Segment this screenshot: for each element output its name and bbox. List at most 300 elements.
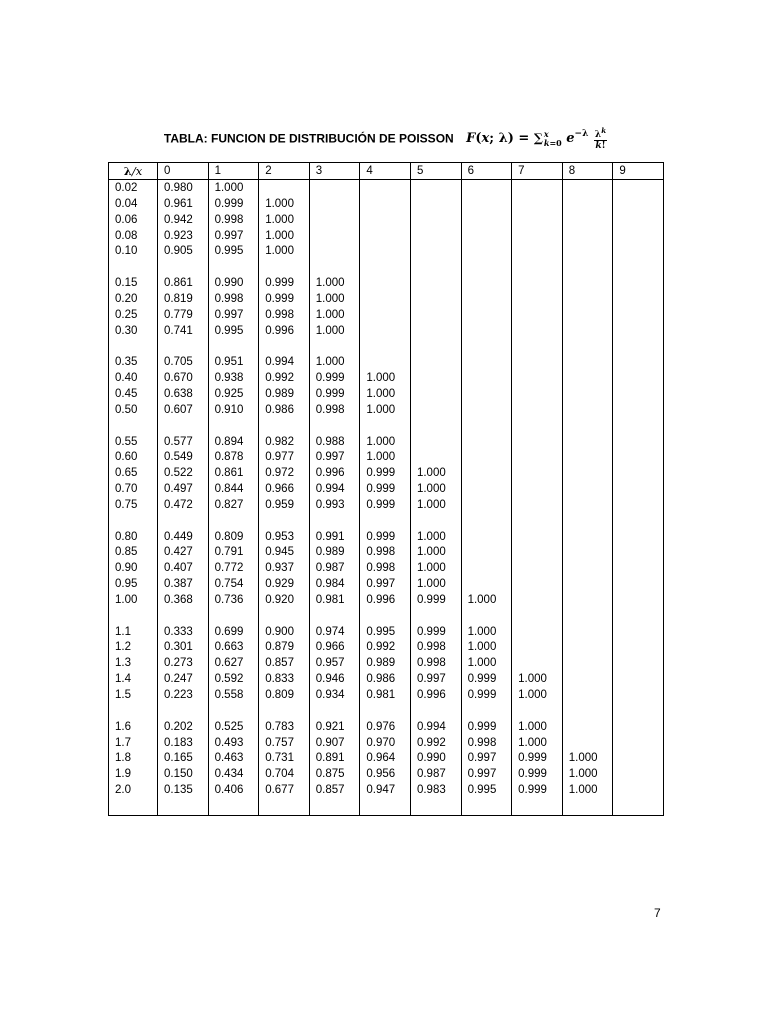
value-cell: 0.223 bbox=[158, 688, 209, 704]
value-cell: 1.000 bbox=[259, 229, 310, 245]
value-cell bbox=[512, 371, 563, 387]
value-cell: 0.995 bbox=[208, 244, 259, 260]
table-title: TABLA: FUNCION DE DISTRIBUCIÓN DE POISSON bbox=[163, 131, 454, 146]
value-cell: 0.945 bbox=[259, 545, 310, 561]
value-cell: 0.757 bbox=[259, 736, 310, 752]
lambda-cell: 0.70 bbox=[109, 482, 158, 498]
value-cell: 0.472 bbox=[158, 498, 209, 514]
spacer-cell bbox=[158, 419, 209, 435]
value-cell: 0.819 bbox=[158, 292, 209, 308]
column-header: 6 bbox=[461, 163, 512, 180]
value-cell: 1.000 bbox=[461, 656, 512, 672]
lambda-cell: 0.40 bbox=[109, 371, 158, 387]
value-cell bbox=[461, 466, 512, 482]
page-number: 7 bbox=[654, 906, 661, 920]
value-cell: 1.000 bbox=[309, 355, 360, 371]
value-cell bbox=[410, 308, 461, 324]
table-row bbox=[109, 672, 664, 688]
value-cell bbox=[461, 530, 512, 546]
value-cell bbox=[410, 197, 461, 213]
value-cell: 1.000 bbox=[562, 767, 613, 783]
value-cell bbox=[613, 229, 664, 245]
value-cell bbox=[512, 355, 563, 371]
value-cell: 0.998 bbox=[360, 545, 411, 561]
value-cell bbox=[461, 197, 512, 213]
value-cell: 0.434 bbox=[208, 767, 259, 783]
spacer-cell bbox=[309, 419, 360, 435]
spacer-cell bbox=[360, 609, 411, 625]
lambda-cell: 0.30 bbox=[109, 324, 158, 340]
table-row bbox=[109, 545, 664, 561]
value-cell: 0.921 bbox=[309, 720, 360, 736]
value-cell: 1.000 bbox=[410, 482, 461, 498]
value-cell bbox=[562, 213, 613, 229]
lambda-cell: 0.02 bbox=[109, 180, 158, 197]
value-cell: 0.406 bbox=[208, 783, 259, 799]
spacer-cell bbox=[562, 419, 613, 435]
table-row bbox=[109, 308, 664, 324]
value-cell bbox=[410, 180, 461, 197]
spacer-cell bbox=[360, 799, 411, 816]
table-row bbox=[109, 466, 664, 482]
value-cell bbox=[613, 355, 664, 371]
table-row bbox=[109, 387, 664, 403]
spacer-cell bbox=[410, 339, 461, 355]
value-cell: 1.000 bbox=[360, 450, 411, 466]
value-cell bbox=[613, 308, 664, 324]
spacer-row bbox=[109, 514, 664, 530]
value-cell bbox=[613, 292, 664, 308]
value-cell bbox=[613, 403, 664, 419]
value-cell: 0.894 bbox=[208, 435, 259, 451]
value-cell: 0.999 bbox=[461, 688, 512, 704]
lambda-cell: 1.3 bbox=[109, 656, 158, 672]
value-cell bbox=[613, 672, 664, 688]
value-cell: 0.974 bbox=[309, 625, 360, 641]
value-cell bbox=[613, 720, 664, 736]
lambda-cell: 0.60 bbox=[109, 450, 158, 466]
value-cell bbox=[410, 371, 461, 387]
value-cell: 0.996 bbox=[309, 466, 360, 482]
value-cell: 1.000 bbox=[309, 324, 360, 340]
table-body bbox=[109, 180, 664, 816]
table-row bbox=[109, 450, 664, 466]
value-cell: 0.677 bbox=[259, 783, 310, 799]
value-cell: 0.946 bbox=[309, 672, 360, 688]
spacer-cell bbox=[512, 514, 563, 530]
table-row bbox=[109, 783, 664, 799]
spacer-cell bbox=[309, 339, 360, 355]
value-cell bbox=[512, 466, 563, 482]
value-cell: 0.809 bbox=[208, 530, 259, 546]
value-cell bbox=[613, 435, 664, 451]
value-cell bbox=[613, 530, 664, 546]
value-cell: 1.000 bbox=[410, 530, 461, 546]
spacer-cell bbox=[410, 260, 461, 276]
value-cell: 0.994 bbox=[410, 720, 461, 736]
value-cell bbox=[613, 688, 664, 704]
spacer-cell bbox=[158, 514, 209, 530]
spacer-cell bbox=[309, 514, 360, 530]
value-cell: 0.809 bbox=[259, 688, 310, 704]
value-cell: 1.000 bbox=[309, 308, 360, 324]
spacer-cell bbox=[461, 704, 512, 720]
value-cell: 0.891 bbox=[309, 751, 360, 767]
value-cell: 0.998 bbox=[259, 308, 310, 324]
value-cell bbox=[562, 308, 613, 324]
table-bottom-row bbox=[109, 799, 664, 816]
lambda-cell: 0.75 bbox=[109, 498, 158, 514]
value-cell: 0.731 bbox=[259, 751, 310, 767]
value-cell: 0.923 bbox=[158, 229, 209, 245]
value-cell bbox=[562, 688, 613, 704]
value-cell: 0.999 bbox=[410, 625, 461, 641]
value-cell bbox=[562, 482, 613, 498]
value-cell: 0.992 bbox=[360, 640, 411, 656]
spacer-cell bbox=[360, 339, 411, 355]
value-cell bbox=[461, 482, 512, 498]
value-cell bbox=[562, 736, 613, 752]
value-cell: 0.791 bbox=[208, 545, 259, 561]
value-cell: 0.333 bbox=[158, 625, 209, 641]
value-cell: 0.999 bbox=[360, 466, 411, 482]
table-row bbox=[109, 530, 664, 546]
spacer-cell bbox=[360, 260, 411, 276]
value-cell: 1.000 bbox=[410, 466, 461, 482]
value-cell bbox=[461, 577, 512, 593]
value-cell bbox=[360, 244, 411, 260]
value-cell: 1.000 bbox=[410, 577, 461, 593]
value-cell: 0.592 bbox=[208, 672, 259, 688]
value-cell bbox=[360, 213, 411, 229]
value-cell bbox=[410, 213, 461, 229]
value-cell bbox=[562, 640, 613, 656]
value-cell: 0.997 bbox=[208, 229, 259, 245]
value-cell bbox=[461, 180, 512, 197]
value-cell: 0.741 bbox=[158, 324, 209, 340]
value-cell bbox=[461, 244, 512, 260]
value-cell: 0.992 bbox=[259, 371, 310, 387]
table-row bbox=[109, 292, 664, 308]
value-cell: 0.988 bbox=[309, 435, 360, 451]
column-header: 7 bbox=[512, 163, 563, 180]
value-cell: 0.999 bbox=[309, 371, 360, 387]
value-cell: 0.301 bbox=[158, 640, 209, 656]
spacer-cell bbox=[109, 799, 158, 816]
value-cell bbox=[512, 482, 563, 498]
value-cell: 1.000 bbox=[461, 593, 512, 609]
value-cell: 0.986 bbox=[360, 672, 411, 688]
value-cell: 1.000 bbox=[208, 180, 259, 197]
spacer-cell bbox=[410, 704, 461, 720]
value-cell: 0.670 bbox=[158, 371, 209, 387]
lambda-cell: 0.85 bbox=[109, 545, 158, 561]
value-cell bbox=[512, 577, 563, 593]
value-cell: 1.000 bbox=[410, 498, 461, 514]
lambda-cell: 1.6 bbox=[109, 720, 158, 736]
value-cell bbox=[461, 276, 512, 292]
spacer-cell bbox=[309, 260, 360, 276]
value-cell bbox=[360, 355, 411, 371]
value-cell: 0.247 bbox=[158, 672, 209, 688]
value-cell: 0.704 bbox=[259, 767, 310, 783]
value-cell bbox=[613, 783, 664, 799]
spacer-cell bbox=[208, 514, 259, 530]
value-cell: 0.607 bbox=[158, 403, 209, 419]
value-cell: 0.993 bbox=[309, 498, 360, 514]
spacer-cell bbox=[208, 339, 259, 355]
value-cell: 0.638 bbox=[158, 387, 209, 403]
value-cell bbox=[512, 545, 563, 561]
value-cell: 1.000 bbox=[410, 561, 461, 577]
lambda-cell: 2.0 bbox=[109, 783, 158, 799]
value-cell: 0.577 bbox=[158, 435, 209, 451]
value-cell bbox=[562, 244, 613, 260]
value-cell: 0.999 bbox=[512, 767, 563, 783]
value-cell: 0.998 bbox=[410, 640, 461, 656]
value-cell: 0.827 bbox=[208, 498, 259, 514]
value-cell: 0.957 bbox=[309, 656, 360, 672]
value-cell: 0.999 bbox=[461, 720, 512, 736]
table-row bbox=[109, 213, 664, 229]
value-cell: 1.000 bbox=[360, 387, 411, 403]
table-row bbox=[109, 371, 664, 387]
value-cell bbox=[613, 276, 664, 292]
value-cell: 0.999 bbox=[208, 197, 259, 213]
lambda-cell: 0.65 bbox=[109, 466, 158, 482]
value-cell bbox=[461, 324, 512, 340]
table-row bbox=[109, 640, 664, 656]
value-cell: 0.942 bbox=[158, 213, 209, 229]
value-cell bbox=[360, 180, 411, 197]
value-cell: 0.997 bbox=[461, 767, 512, 783]
spacer-cell bbox=[259, 339, 310, 355]
value-cell: 0.427 bbox=[158, 545, 209, 561]
value-cell bbox=[360, 276, 411, 292]
value-cell bbox=[360, 229, 411, 245]
spacer-cell bbox=[410, 419, 461, 435]
value-cell: 0.956 bbox=[360, 767, 411, 783]
value-cell: 0.999 bbox=[259, 292, 310, 308]
value-cell bbox=[613, 577, 664, 593]
spacer-cell bbox=[562, 704, 613, 720]
value-cell bbox=[562, 450, 613, 466]
lambda-cell: 0.20 bbox=[109, 292, 158, 308]
spacer-cell bbox=[259, 260, 310, 276]
value-cell bbox=[512, 276, 563, 292]
value-cell: 0.977 bbox=[259, 450, 310, 466]
value-cell: 0.995 bbox=[208, 324, 259, 340]
lambda-cell: 0.15 bbox=[109, 276, 158, 292]
lambda-cell: 0.04 bbox=[109, 197, 158, 213]
value-cell bbox=[309, 244, 360, 260]
value-cell bbox=[562, 577, 613, 593]
spacer-cell bbox=[512, 260, 563, 276]
table-row bbox=[109, 593, 664, 609]
spacer-cell bbox=[613, 514, 664, 530]
value-cell: 1.000 bbox=[461, 640, 512, 656]
value-cell: 0.998 bbox=[208, 292, 259, 308]
value-cell bbox=[613, 387, 664, 403]
value-cell: 0.999 bbox=[410, 593, 461, 609]
spacer-cell bbox=[613, 260, 664, 276]
value-cell: 0.991 bbox=[309, 530, 360, 546]
value-cell: 0.938 bbox=[208, 371, 259, 387]
spacer-cell bbox=[512, 609, 563, 625]
spacer-cell bbox=[562, 799, 613, 816]
column-header: 9 bbox=[613, 163, 664, 180]
value-cell bbox=[613, 324, 664, 340]
spacer-cell bbox=[512, 419, 563, 435]
value-cell: 0.951 bbox=[208, 355, 259, 371]
spacer-cell bbox=[512, 799, 563, 816]
value-cell bbox=[562, 403, 613, 419]
value-cell bbox=[512, 387, 563, 403]
value-cell bbox=[613, 561, 664, 577]
spacer-cell bbox=[158, 609, 209, 625]
lambda-cell: 0.50 bbox=[109, 403, 158, 419]
value-cell bbox=[410, 292, 461, 308]
value-cell: 0.522 bbox=[158, 466, 209, 482]
value-cell: 0.989 bbox=[259, 387, 310, 403]
value-cell: 0.627 bbox=[208, 656, 259, 672]
lambda-cell: 0.06 bbox=[109, 213, 158, 229]
value-cell: 0.983 bbox=[410, 783, 461, 799]
value-cell bbox=[410, 229, 461, 245]
value-cell bbox=[461, 403, 512, 419]
value-cell: 0.929 bbox=[259, 577, 310, 593]
value-cell: 0.987 bbox=[309, 561, 360, 577]
value-cell: 0.998 bbox=[360, 561, 411, 577]
spacer-cell bbox=[613, 799, 664, 816]
value-cell: 0.999 bbox=[461, 672, 512, 688]
value-cell bbox=[562, 561, 613, 577]
value-cell bbox=[613, 482, 664, 498]
value-cell: 0.996 bbox=[360, 593, 411, 609]
lambda-cell: 0.10 bbox=[109, 244, 158, 260]
value-cell: 0.997 bbox=[208, 308, 259, 324]
spacer-cell bbox=[109, 419, 158, 435]
lambda-cell: 1.1 bbox=[109, 625, 158, 641]
spacer-cell bbox=[613, 609, 664, 625]
value-cell: 1.000 bbox=[461, 625, 512, 641]
lambda-cell: 0.08 bbox=[109, 229, 158, 245]
value-cell: 0.497 bbox=[158, 482, 209, 498]
value-cell: 0.857 bbox=[309, 783, 360, 799]
value-cell: 1.000 bbox=[309, 276, 360, 292]
value-cell: 1.000 bbox=[360, 435, 411, 451]
value-cell: 0.999 bbox=[360, 498, 411, 514]
value-cell bbox=[461, 371, 512, 387]
spacer-cell bbox=[562, 260, 613, 276]
value-cell: 0.995 bbox=[461, 783, 512, 799]
lambda-cell: 1.00 bbox=[109, 593, 158, 609]
table-row bbox=[109, 625, 664, 641]
table-row bbox=[109, 355, 664, 371]
value-cell: 0.549 bbox=[158, 450, 209, 466]
value-cell bbox=[562, 180, 613, 197]
value-cell bbox=[613, 197, 664, 213]
poisson-table bbox=[108, 162, 664, 816]
value-cell: 0.982 bbox=[259, 435, 310, 451]
lambda-cell: 0.55 bbox=[109, 435, 158, 451]
value-cell bbox=[512, 197, 563, 213]
lambda-x-header: λ/x bbox=[109, 163, 158, 180]
spacer-cell bbox=[158, 260, 209, 276]
value-cell bbox=[613, 213, 664, 229]
value-cell bbox=[562, 625, 613, 641]
value-cell: 0.999 bbox=[512, 751, 563, 767]
value-cell bbox=[461, 308, 512, 324]
value-cell: 0.999 bbox=[360, 482, 411, 498]
table-row bbox=[109, 180, 664, 197]
page-title bbox=[108, 126, 663, 162]
value-cell: 0.990 bbox=[208, 276, 259, 292]
value-cell: 0.525 bbox=[208, 720, 259, 736]
value-cell bbox=[410, 276, 461, 292]
spacer-cell bbox=[360, 704, 411, 720]
table-row bbox=[109, 403, 664, 419]
value-cell: 0.558 bbox=[208, 688, 259, 704]
value-cell bbox=[309, 180, 360, 197]
spacer-cell bbox=[259, 609, 310, 625]
spacer-cell bbox=[109, 609, 158, 625]
value-cell: 0.961 bbox=[158, 197, 209, 213]
value-cell: 0.844 bbox=[208, 482, 259, 498]
lambda-cell: 0.45 bbox=[109, 387, 158, 403]
value-cell bbox=[259, 180, 310, 197]
column-header: 3 bbox=[309, 163, 360, 180]
value-cell: 0.998 bbox=[410, 656, 461, 672]
value-cell bbox=[613, 625, 664, 641]
value-cell: 0.910 bbox=[208, 403, 259, 419]
spacer-cell bbox=[158, 339, 209, 355]
lambda-cell: 1.9 bbox=[109, 767, 158, 783]
table-header-row bbox=[109, 163, 664, 180]
value-cell: 0.463 bbox=[208, 751, 259, 767]
value-cell: 0.833 bbox=[259, 672, 310, 688]
spacer-cell bbox=[410, 799, 461, 816]
lambda-cell: 0.90 bbox=[109, 561, 158, 577]
value-cell bbox=[512, 229, 563, 245]
value-cell bbox=[360, 308, 411, 324]
lambda-cell: 0.35 bbox=[109, 355, 158, 371]
table-row bbox=[109, 577, 664, 593]
spacer-cell bbox=[562, 339, 613, 355]
spacer-cell bbox=[562, 609, 613, 625]
value-cell: 0.920 bbox=[259, 593, 310, 609]
value-cell bbox=[613, 736, 664, 752]
value-cell: 0.135 bbox=[158, 783, 209, 799]
value-cell bbox=[461, 498, 512, 514]
spacer-cell bbox=[461, 609, 512, 625]
value-cell bbox=[461, 387, 512, 403]
spacer-cell bbox=[259, 799, 310, 816]
value-cell: 0.861 bbox=[208, 466, 259, 482]
value-cell: 0.998 bbox=[461, 736, 512, 752]
lambda-cell: 1.8 bbox=[109, 751, 158, 767]
spacer-cell bbox=[109, 514, 158, 530]
value-cell: 0.999 bbox=[512, 783, 563, 799]
spacer-row bbox=[109, 704, 664, 720]
value-cell bbox=[562, 276, 613, 292]
value-cell: 1.000 bbox=[360, 371, 411, 387]
value-cell bbox=[562, 498, 613, 514]
value-cell: 0.997 bbox=[461, 751, 512, 767]
spacer-row bbox=[109, 339, 664, 355]
value-cell: 0.493 bbox=[208, 736, 259, 752]
value-cell: 0.953 bbox=[259, 530, 310, 546]
